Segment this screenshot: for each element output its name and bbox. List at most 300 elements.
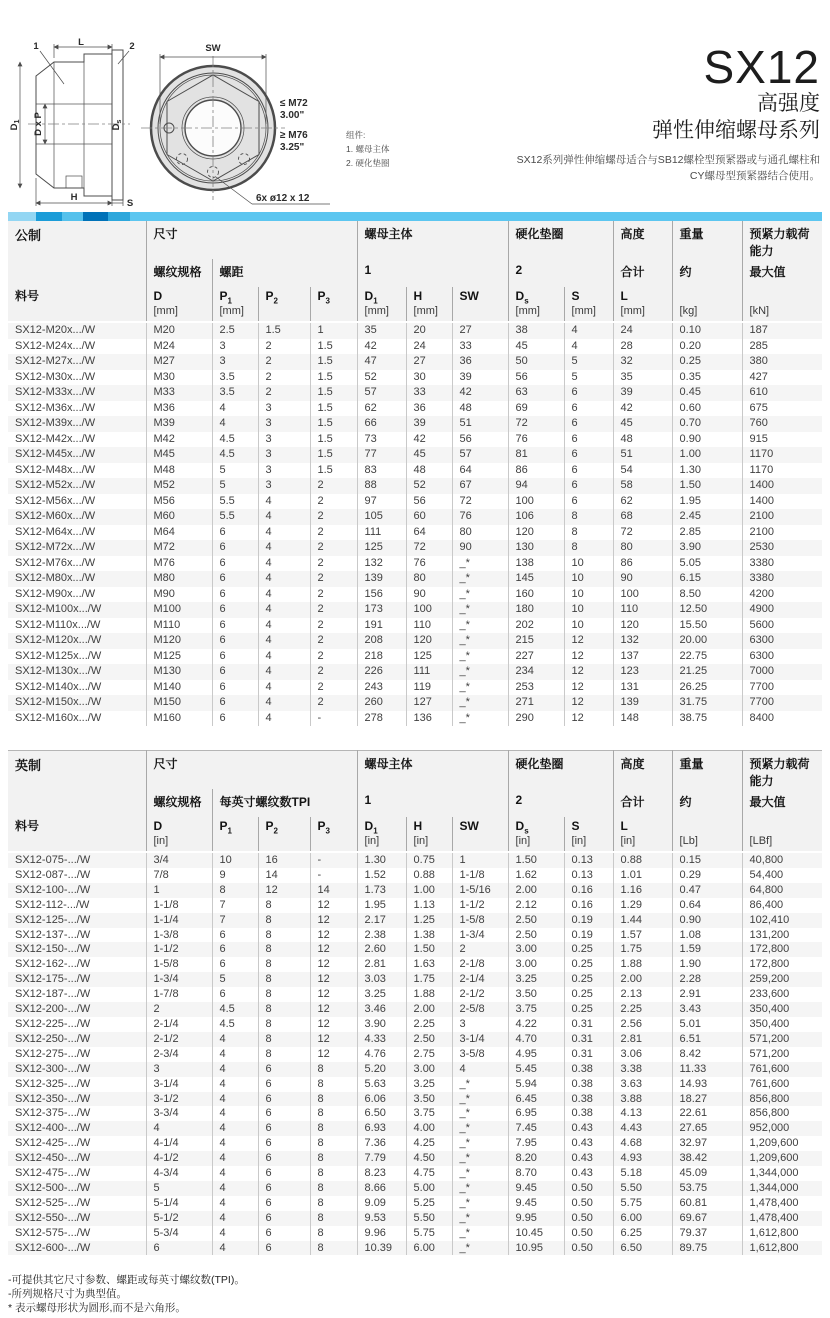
table-cell: 2 xyxy=(310,509,357,525)
table-cell: 6 xyxy=(564,401,613,417)
table-cell: 3-5/8 xyxy=(452,1047,508,1062)
table-cell: 0.31 xyxy=(564,1017,613,1032)
table-cell: 6 xyxy=(258,1226,310,1241)
table-cell: 14 xyxy=(258,868,310,883)
group-weight: 重量 xyxy=(672,751,742,790)
table-cell: 100 xyxy=(613,587,672,603)
table-row xyxy=(8,711,822,727)
table-cell: 6 xyxy=(258,1151,310,1166)
table-cell: 1.95 xyxy=(672,494,742,510)
table-cell: 6 xyxy=(212,602,258,618)
table-cell: 45.09 xyxy=(672,1166,742,1181)
subgroup-approx: 约 xyxy=(672,259,742,287)
table-row xyxy=(8,540,822,556)
table-cell: SX12-087-.../W xyxy=(15,868,91,881)
table-cell: 8 xyxy=(310,1196,357,1211)
table-cell: 1,612,800 xyxy=(742,1226,822,1241)
table-cell: 3.25 xyxy=(406,1077,452,1092)
table-cell: 571,200 xyxy=(742,1047,822,1062)
column-header: $D_1$ [in] xyxy=(357,817,406,852)
table-cell: 1,209,600 xyxy=(742,1136,822,1151)
table-cell: 6 xyxy=(212,928,258,943)
table-cell: 2.85 xyxy=(672,525,742,541)
table-cell: M64 xyxy=(146,525,212,541)
table-cell: 2.17 xyxy=(357,913,406,928)
table-cell: 1170 xyxy=(742,463,822,479)
series-description xyxy=(420,152,820,185)
table-cell: SX12-150-.../W xyxy=(15,943,91,956)
table-cell: SX12-M36x.../W xyxy=(15,401,96,414)
dim-label-h: H xyxy=(70,192,78,203)
table-cell: 36 xyxy=(406,401,452,417)
table-cell: 7.36 xyxy=(357,1136,406,1151)
table-cell: 1.5 xyxy=(310,370,357,386)
table-cell: 2 xyxy=(310,478,357,494)
table-cell: SX12-M33x.../W xyxy=(15,386,96,398)
table-cell: - xyxy=(310,868,357,883)
table-cell: 24 xyxy=(613,322,672,339)
table-cell: 3.38 xyxy=(613,1062,672,1077)
table-cell: SX12-M48x.../W xyxy=(15,463,96,476)
table-cell: 4.93 xyxy=(613,1151,672,1166)
table-cell: 90 xyxy=(452,540,508,556)
table-cell: 1 xyxy=(146,883,212,898)
callout-1: 1 xyxy=(33,41,39,52)
table-cell: 12 xyxy=(310,1047,357,1062)
table-cell: 8 xyxy=(258,1017,310,1032)
table-cell: 2 xyxy=(310,602,357,618)
table-cell: 4 xyxy=(258,649,310,665)
table-cell: 233,600 xyxy=(742,987,822,1002)
table-cell: 1.75 xyxy=(406,972,452,987)
table-cell: SX12-575-.../W xyxy=(15,1226,91,1239)
table-cell: 86 xyxy=(613,556,672,572)
table-cell: 8 xyxy=(310,1226,357,1241)
table-cell: 2 xyxy=(452,942,508,957)
table-row xyxy=(8,1166,822,1181)
legend-title: 组件: xyxy=(346,130,366,140)
table-cell: M48 xyxy=(146,463,212,479)
table-cell: 259,200 xyxy=(742,972,822,987)
table-cell: M110 xyxy=(146,618,212,634)
table-cell: 1.5 xyxy=(310,385,357,401)
table-cell: 4 xyxy=(564,339,613,355)
column-header: S [in] xyxy=(564,817,613,852)
table-cell: 4 xyxy=(258,695,310,711)
table-cell: 42 xyxy=(406,432,452,448)
table-cell: 675 xyxy=(742,401,822,417)
table-cell: 27.65 xyxy=(672,1121,742,1136)
table-cell: 173 xyxy=(357,602,406,618)
table-cell: 0.88 xyxy=(613,852,672,868)
table-cell: 137 xyxy=(613,649,672,665)
table-cell: 27 xyxy=(406,354,452,370)
table-cell: 10.39 xyxy=(357,1241,406,1256)
table-cell: 6 xyxy=(212,649,258,665)
table-cell: 2.45 xyxy=(672,509,742,525)
subgroup-washer-number: 2 xyxy=(508,259,613,287)
table-cell: 0.16 xyxy=(564,898,613,913)
table-cell: 63 xyxy=(508,385,564,401)
table-cell: 0.19 xyxy=(564,928,613,943)
table-cell: 81 xyxy=(508,447,564,463)
table-row xyxy=(8,1077,822,1092)
table-cell: 2.00 xyxy=(406,1002,452,1017)
column-header: [kg] xyxy=(672,287,742,322)
table-cell: 761,600 xyxy=(742,1077,822,1092)
table-cell: 1.44 xyxy=(613,913,672,928)
table-cell: 11.33 xyxy=(672,1062,742,1077)
table-cell: 4 xyxy=(564,322,613,339)
table-cell: 8 xyxy=(564,525,613,541)
table-cell: SX12-M140x.../W xyxy=(15,680,102,693)
table-cell: 856,800 xyxy=(742,1092,822,1107)
table-row xyxy=(8,913,822,928)
table-cell: 1.88 xyxy=(406,987,452,1002)
table-row xyxy=(8,987,822,1002)
table-cell: 42 xyxy=(357,339,406,355)
technical-drawing xyxy=(8,38,420,212)
table-cell: 56 xyxy=(406,494,452,510)
table-row xyxy=(8,942,822,957)
table-cell: 4 xyxy=(212,1211,258,1226)
table-cell: 0.90 xyxy=(672,913,742,928)
table-cell: 5.20 xyxy=(357,1062,406,1077)
table-cell: 32.97 xyxy=(672,1136,742,1151)
column-header: [Lb] xyxy=(672,817,742,852)
table-cell: 8 xyxy=(310,1092,357,1107)
table-cell: 4 xyxy=(258,571,310,587)
table-cell: 6 xyxy=(564,416,613,432)
table-cell: 110 xyxy=(613,602,672,618)
table-cell: 0.90 xyxy=(672,432,742,448)
group-washer: 硬化垫圈 xyxy=(508,751,613,790)
table-cell: 80 xyxy=(406,571,452,587)
table-row xyxy=(8,868,822,883)
table-cell: _* xyxy=(452,1211,508,1226)
table-cell: 3.75 xyxy=(406,1106,452,1121)
table-cell: 3.5 xyxy=(212,370,258,386)
table-cell: 9.09 xyxy=(357,1196,406,1211)
subgroup-nut-number: 1 xyxy=(357,789,508,817)
table-cell: 54,400 xyxy=(742,868,822,883)
table-cell: 4 xyxy=(258,525,310,541)
table-cell: SX12-M80x.../W xyxy=(15,572,96,584)
table-cell: 1,209,600 xyxy=(742,1151,822,1166)
table-cell: 952,000 xyxy=(742,1121,822,1136)
table-cell: 3.88 xyxy=(613,1092,672,1107)
table-cell: 111 xyxy=(406,664,452,680)
table-cell: 12 xyxy=(564,711,613,727)
table-cell: 2-1/2 xyxy=(452,987,508,1002)
table-cell: 8 xyxy=(258,928,310,943)
table-cell: 4 xyxy=(212,1196,258,1211)
table-cell: 8 xyxy=(258,1032,310,1047)
table-cell: 2.50 xyxy=(508,913,564,928)
table-cell: 8.42 xyxy=(672,1047,742,1062)
table-cell: 38.42 xyxy=(672,1151,742,1166)
table-cell: 2 xyxy=(310,540,357,556)
table-cell: _* xyxy=(452,587,508,603)
table-cell: 290 xyxy=(508,711,564,727)
table-cell: 102,410 xyxy=(742,913,822,928)
table-cell: 3-1/4 xyxy=(452,1032,508,1047)
size-note-small-inch: 3.00" xyxy=(280,110,305,121)
table-cell: 8 xyxy=(258,1047,310,1062)
table-row xyxy=(8,1121,822,1136)
table-cell: 145 xyxy=(508,571,564,587)
table-cell: M36 xyxy=(146,401,212,417)
table-cell: 64 xyxy=(452,463,508,479)
table-cell: 3-3/4 xyxy=(146,1106,212,1121)
table-cell: _* xyxy=(452,1136,508,1151)
table-cell: 3 xyxy=(258,478,310,494)
table-row xyxy=(8,633,822,649)
table-cell: SX12-112-.../W xyxy=(15,898,90,911)
table-cell: SX12-225-.../W xyxy=(15,1017,91,1030)
table-cell: M150 xyxy=(146,695,212,711)
table-cell: 100 xyxy=(508,494,564,510)
table-cell: 3 xyxy=(258,432,310,448)
table-cell: 1.5 xyxy=(310,354,357,370)
table-cell: 7000 xyxy=(742,664,822,680)
table-cell: 0.25 xyxy=(564,972,613,987)
table-cell: 72 xyxy=(406,540,452,556)
front-view-drawing xyxy=(141,43,330,204)
table-cell: 1-3/4 xyxy=(146,972,212,987)
table-cell: 2530 xyxy=(742,540,822,556)
table-cell: 0.38 xyxy=(564,1062,613,1077)
table-cell: 4.5 xyxy=(212,1017,258,1032)
table-cell: 1.62 xyxy=(508,868,564,883)
table-cell: 761,600 xyxy=(742,1062,822,1077)
table-cell: 0.38 xyxy=(564,1106,613,1121)
table-cell: 6300 xyxy=(742,649,822,665)
table-cell: 9.45 xyxy=(508,1181,564,1196)
table-cell: 6.06 xyxy=(357,1092,406,1107)
table-cell: 6.45 xyxy=(508,1092,564,1107)
table-cell: 4.33 xyxy=(357,1032,406,1047)
table-cell: 380 xyxy=(742,354,822,370)
table-cell: 226 xyxy=(357,664,406,680)
table-row xyxy=(8,1196,822,1211)
column-header: $D_s$ [in] xyxy=(508,817,564,852)
table-row xyxy=(8,339,822,355)
table-cell: 3.03 xyxy=(357,972,406,987)
table-cell: 0.38 xyxy=(564,1092,613,1107)
table-cell: 4.68 xyxy=(613,1136,672,1151)
table-cell: 4 xyxy=(258,509,310,525)
table-cell: 6 xyxy=(258,1121,310,1136)
table-cell: 0.43 xyxy=(564,1151,613,1166)
table-cell: 4 xyxy=(212,1047,258,1062)
table-cell: 2-1/2 xyxy=(146,1032,212,1047)
table-cell: 1.88 xyxy=(613,957,672,972)
table-cell: 2-1/8 xyxy=(452,957,508,972)
table-cell: 2 xyxy=(310,571,357,587)
table-cell: 2 xyxy=(310,695,357,711)
table-cell: 0.10 xyxy=(672,322,742,339)
group-preload: 预紧力载荷能力 xyxy=(742,751,822,790)
table-cell: 4 xyxy=(258,540,310,556)
table-cell: 1-1/8 xyxy=(146,898,212,913)
table-row xyxy=(8,852,822,868)
table-cell: 3.50 xyxy=(508,987,564,1002)
table-cell: SX12-M45x.../W xyxy=(15,448,96,460)
table-cell: 4.76 xyxy=(357,1047,406,1062)
table-cell: M39 xyxy=(146,416,212,432)
table-cell: 1.5 xyxy=(310,416,357,432)
table-cell: 10 xyxy=(212,852,258,868)
table-cell: 8 xyxy=(258,987,310,1002)
table-cell: _* xyxy=(452,1106,508,1121)
table-cell: 69 xyxy=(508,401,564,417)
column-header: 料号 xyxy=(15,819,40,833)
table-cell: 172,800 xyxy=(742,957,822,972)
table-cell: 4.22 xyxy=(508,1017,564,1032)
table-cell: 8.50 xyxy=(672,587,742,603)
subgroup-thread-spec: 螺纹规格 xyxy=(146,789,212,817)
table-cell: 8 xyxy=(258,957,310,972)
table-cell: 6 xyxy=(258,1062,310,1077)
table-cell: 100 xyxy=(406,602,452,618)
table-cell: 9.45 xyxy=(508,1196,564,1211)
table-cell: 3 xyxy=(258,447,310,463)
table-cell: 2100 xyxy=(742,525,822,541)
table-cell: 1.13 xyxy=(406,898,452,913)
table-cell: 6 xyxy=(564,494,613,510)
table-cell: SX12-075-.../W xyxy=(15,854,91,866)
footnotes xyxy=(8,1273,822,1315)
table-row xyxy=(8,1002,822,1017)
table-cell: 3 xyxy=(146,1062,212,1077)
table-cell: 4.50 xyxy=(406,1151,452,1166)
table-cell: 1.16 xyxy=(613,883,672,898)
table-cell: 2-1/4 xyxy=(146,1017,212,1032)
table-row xyxy=(8,1241,822,1256)
table-cell: 1 xyxy=(310,322,357,339)
table-cell: M52 xyxy=(146,478,212,494)
table-cell: 6 xyxy=(258,1211,310,1226)
bar-segment xyxy=(108,212,130,221)
table-cell: 3 xyxy=(212,354,258,370)
table-cell: 3.00 xyxy=(508,957,564,972)
table-row xyxy=(8,1136,822,1151)
table-cell: 66 xyxy=(357,416,406,432)
table-cell: 8.23 xyxy=(357,1166,406,1181)
metric-table xyxy=(8,221,822,726)
table-cell: 62 xyxy=(613,494,672,510)
table-cell: M160 xyxy=(146,711,212,727)
table-cell: 285 xyxy=(742,339,822,355)
column-header: H [mm] xyxy=(406,287,452,322)
table-cell: 0.43 xyxy=(564,1166,613,1181)
table-cell: 4 xyxy=(212,1092,258,1107)
table-cell: 1170 xyxy=(742,447,822,463)
table-row xyxy=(8,1047,822,1062)
table-cell: 24 xyxy=(406,339,452,355)
dim-label-s: S xyxy=(126,198,134,209)
table-cell: 136 xyxy=(406,711,452,727)
subgroup-header-row xyxy=(8,259,822,287)
table-cell: 2.5 xyxy=(212,322,258,339)
table-cell: 8 xyxy=(310,1106,357,1121)
table-cell: 0.25 xyxy=(564,957,613,972)
table-cell: 8 xyxy=(310,1136,357,1151)
column-header: D [in] xyxy=(146,817,212,852)
table-cell: 1-5/8 xyxy=(452,913,508,928)
table-cell: 8 xyxy=(310,1211,357,1226)
table-row xyxy=(8,1062,822,1077)
table-cell: 90 xyxy=(613,571,672,587)
table-cell: 8 xyxy=(310,1181,357,1196)
table-cell: 571,200 xyxy=(742,1032,822,1047)
table-cell: 27 xyxy=(452,322,508,339)
table-cell: 38 xyxy=(508,322,564,339)
table-cell: _* xyxy=(452,1226,508,1241)
table-cell: 56 xyxy=(452,432,508,448)
table-cell: 3.25 xyxy=(508,972,564,987)
table-cell: 2 xyxy=(310,649,357,665)
subgroup-total: 合计 xyxy=(613,789,672,817)
table-cell: 30 xyxy=(406,370,452,386)
table-cell: 36 xyxy=(452,354,508,370)
table-cell: 3.06 xyxy=(613,1047,672,1062)
column-header: H [in] xyxy=(406,817,452,852)
table-cell: 5-3/4 xyxy=(146,1226,212,1241)
table-cell: 0.38 xyxy=(564,1077,613,1092)
table-cell: 7 xyxy=(212,898,258,913)
table-row xyxy=(8,664,822,680)
table-cell: 0.29 xyxy=(672,868,742,883)
table-cell: 1.00 xyxy=(406,883,452,898)
table-cell: 12 xyxy=(310,913,357,928)
table-cell: 1.50 xyxy=(406,942,452,957)
table-cell: 8 xyxy=(310,1077,357,1092)
table-cell: 1-1/4 xyxy=(146,913,212,928)
table-cell: 6 xyxy=(212,695,258,711)
table-cell: M24 xyxy=(146,339,212,355)
table-cell: 40,800 xyxy=(742,852,822,868)
table-cell: 2.12 xyxy=(508,898,564,913)
table-cell: 12 xyxy=(310,942,357,957)
table-cell: 12 xyxy=(564,633,613,649)
column-header: $P_3$ xyxy=(310,817,357,852)
table-row xyxy=(8,1226,822,1241)
table-cell: 6 xyxy=(564,447,613,463)
components-legend xyxy=(346,130,390,168)
table-cell: 8 xyxy=(258,913,310,928)
table-cell: 243 xyxy=(357,680,406,696)
table-cell: 5.45 xyxy=(508,1062,564,1077)
table-cell: 57 xyxy=(357,385,406,401)
group-size: 尺寸 xyxy=(146,221,357,259)
table-cell: 8.70 xyxy=(508,1166,564,1181)
table-cell: 12 xyxy=(564,649,613,665)
table-cell: 2.13 xyxy=(613,987,672,1002)
column-header-row xyxy=(8,817,822,852)
table-cell: 12 xyxy=(310,972,357,987)
table-cell: 7.45 xyxy=(508,1121,564,1136)
table-cell: 6 xyxy=(258,1092,310,1107)
table-cell: 110 xyxy=(406,618,452,634)
table-cell: _* xyxy=(452,618,508,634)
table-cell: 6.50 xyxy=(613,1241,672,1256)
table-cell: 6 xyxy=(564,385,613,401)
table-row xyxy=(8,1211,822,1226)
imperial-table-body xyxy=(8,852,822,1255)
dim-label-d1: $D_1$ xyxy=(9,119,21,131)
